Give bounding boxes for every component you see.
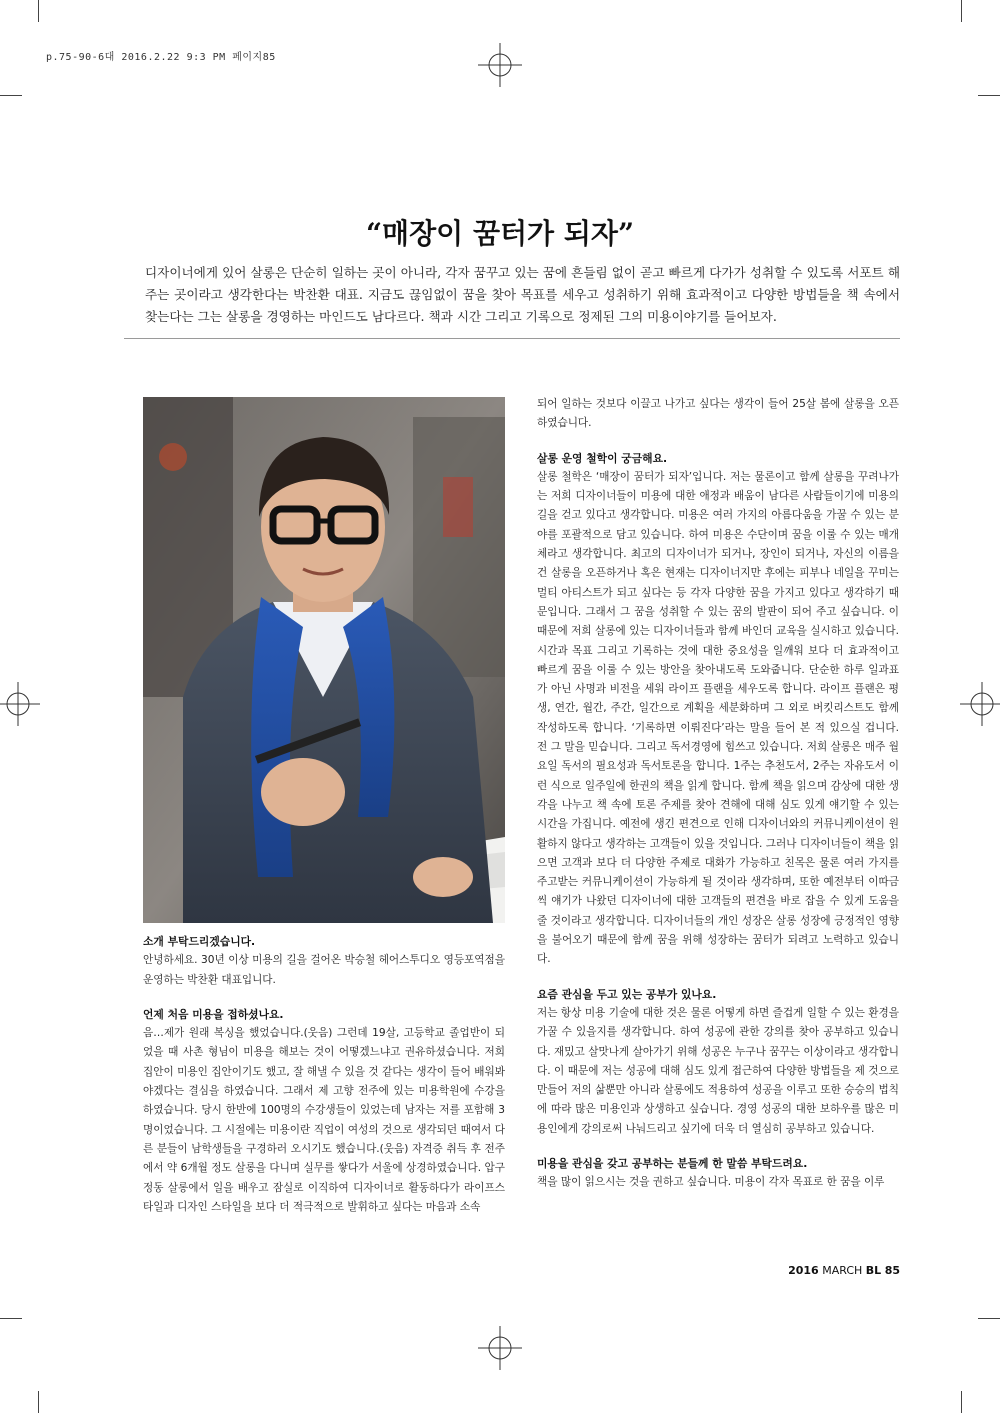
qa-block bbox=[537, 1154, 899, 1193]
qa-block bbox=[537, 449, 899, 970]
qa-block bbox=[143, 932, 505, 990]
question-heading: 소개 부탁드리겠습니다. bbox=[143, 935, 256, 948]
qa-block bbox=[537, 985, 899, 1139]
divider-rule bbox=[124, 338, 900, 339]
answer-text: 안녕하세요. 30년 이상 미용의 길을 걸어온 박승철 헤어스투디오 영등포역점을 운영하는 박찬환 대표입니다. bbox=[143, 954, 505, 986]
portrait-photo bbox=[143, 397, 505, 923]
answer-text: 살롱 철학은 ‘매장이 꿈터가 되자’입니다. 저는 물론이고 함께 살롱을 꾸려나가는 저희 디자이너들이 미용에 대한 애정과 배움이 남다른 사람들이기에 미용의 길을 걷고 있다고 생각합니다. 미용은 여러 가지의 아름다움을 가꿀 수 있는 분야를 포괄적으로 담고 있습니다. 하여 미용은 수단이며 꿈을 이룰 수 있는 매개체라고 생각합니다. 최고의 디자이너가 되거나, 장인이 되거나, 자신의 이름을 건 살롱을 오픈하거나 혹은 현재는 디자이너지만 후에는 피부나 네일을 꾸미는 멀티 아티스트가 되고 싶다는 등 각자 다양한 꿈을 가지고 있다고 생각하기 때문입니다. 그래서 그 꿈을 성취할 수 있는 꿈의 발판이 되어 주고 싶습니다. 이 때문에 저희 살롱에 있는 디자이너들과 함께 바인더 교육을 실시하고 있습니다. 시간과 목표 그리고 기록하는 것에 대한 중요성을 일깨워 보다 더 효과적이고 빠르게 꿈을 이룰 수 있는 방안을 찾아내도록 도와줍니다. 단순한 하루 일과표가 아닌 사명과 비전을 세워 라이프 플랜을 세우도록 합니다. 라이프 플랜은 평생, 연간, 월간, 주간, 일간으로 계획을 세분화하며 그 외로 버킷리스트도 함께 작성하도록 합니다. ‘기록하면 이뤄진다’라는 말을 들어 본 적 있으실 겁니다. 전 그 말을 믿습니다. 그리고 독서경영에 힘쓰고 있습니다. 저희 살롱은 매주 월요일 독서의 필요성과 독서토론을 합니다. 1주는 추천도서, 2주는 자유도서 이런 식으로 일주일에 한권의 책을 읽게 합니다. 함께 책을 읽으며 감상에 대한 생각을 나누고 책 속에 토론 주제를 찾아 견해에 대해 심도 있게 얘기할 수 있는 시간을 가집니다. 예전에 생긴 편견으로 인해 디자이너와의 커뮤니케이션이 원활하지 않다고 생각하는 고객들이 있을 것입니다. 그러나 디자이너들이 책을 읽으면 고객과 보다 더 다양한 주제로 대화가 가능하고 친목은 물론 여러 가지를 주고받는 커뮤니케이션이 가능하게 될 것이라 생각하며, 또한 예전부터 이따금씩 얘기가 나왔던 디자이너에 대한 고객들의 편견을 바로 잡을 수 있게 도움을 줄 것이라고 생각합니다. 디자이너들의 개인 성장은 살롱 성장에 긍정적인 영향을 불어오기 때문에 함께 꿈을 위해 성장하는 꿈터가 되려고 노력하고 있습니다. bbox=[537, 470, 899, 966]
answer-text: 음…제가 원래 복싱을 했었습니다.(웃음) 그런데 19살, 고등학교 졸업반이 되었을 때 사촌 형님이 미용을 해보는 것이 어떻겠느냐고 권유하셨습니다. 저희 집안이 미용인 집안이기도 했고, 잘 해낼 수 있을 것 같다는 생각이 들어 배워봐야겠다는 결심을 하였습니다. 그래서 제 고향 전주에 있는 미용학원에 수강을 하였습니다. 당시 한반에 100명의 수강생들이 있었는데 남자는 저를 포함해 3명이었습니다. 그 시절에는 미용이란 직업이 여성의 것으로 생각되던 때여서 다른 분들이 남학생들을 구경하러 오시기도 했습니다.(웃음) 자격증 취득 후 전주에서 약 6개월 정도 살롱을 다니며 실무를 쌓다가 서울에 상경하였습니다. 압구정동 살롱에서 일을 배우고 잠실로 이직하여 디자이너로 활동하다가 라이프스타일과 디자인 스타일을 보다 더 적극적으로 발휘하고 싶다는 마음과 소속 bbox=[143, 1027, 505, 1213]
answer-text: 되어 일하는 것보다 이끌고 나가고 싶다는 생각이 들어 25살 봄에 살롱을 오픈하였습니다. bbox=[537, 398, 899, 430]
question-heading: 요즘 관심을 두고 있는 공부가 있나요. bbox=[537, 987, 717, 1001]
registration-mark-top bbox=[478, 43, 522, 87]
article-title: “매장이 꿈터가 되자” bbox=[365, 217, 635, 250]
folio-month: MARCH bbox=[822, 1264, 863, 1277]
print-slug: p.75-90-6대 2016.2.22 9:3 PM 페이지85 bbox=[46, 52, 276, 63]
portrait-illustration bbox=[143, 397, 505, 923]
answer-text: 저는 항상 미용 기술에 대한 것은 물론 어떻게 하면 즐겁게 일할 수 있는 환경을 가꿀 수 있을지를 생각합니다. 하여 성공에 관한 강의를 찾아 공부하고 있습니다. 재밌고 살맛나게 살아가기 위해 성공은 누구나 꿈꾸는 이상이라고 생각합니다. 이 때문에 저는 성공에 대해 심도 있게 접근하여 다양한 방법들을 제 것으로 만들어 저의 삶뿐만 아니라 살롱에도 적용하여 성공을 이루고 또한 승승의 법칙에 따라 많은 미용인과 상생하고 싶습니다. 경영 성공의 대한 보하우를 많은 미용인에게 강의로써 나눠드리고 싶기에 더욱 더 열심히 공부하고 있습니다. bbox=[537, 1006, 899, 1135]
qa-block bbox=[143, 1005, 505, 1217]
answer-text: 책을 많이 읽으시는 것을 권하고 싶습니다. 미용이 각자 목표로 한 꿈을 이루 bbox=[537, 1176, 885, 1189]
question-heading: 미용을 관심을 갖고 공부하는 분들께 한 말씀 부탁드려요. bbox=[537, 1156, 808, 1170]
right-column bbox=[537, 395, 899, 1208]
page-folio bbox=[788, 1264, 900, 1277]
question-heading: 언제 처음 미용을 접하셨나요. bbox=[143, 1007, 284, 1021]
qa-block bbox=[537, 395, 899, 434]
registration-mark-right bbox=[960, 682, 1000, 726]
folio-year: 2016 bbox=[788, 1264, 819, 1277]
registration-mark-bottom bbox=[478, 1326, 522, 1370]
question-heading: 살롱 운영 철학이 궁금해요. bbox=[537, 451, 668, 465]
folio-page-number: 85 bbox=[884, 1264, 900, 1277]
registration-mark-left bbox=[0, 682, 40, 726]
folio-magazine: BL bbox=[865, 1264, 882, 1277]
article-lead: 디자이너에게 있어 살롱은 단순히 일하는 곳이 아니라, 각자 꿈꾸고 있는 꿈에 흔들림 없이 곧고 빠르게 다가가 성취할 수 있도록 서포트 해주는 곳이라고 생각한다는 박찬환 대표. 지금도 끊임없이 꿈을 찾아 목표를 세우고 성취하기 위해 효과적이고 다양한 방법들을 책 속에서 찾는다는 그는 살롱을 경영하는 마인드도 남다르다. 책과 시간 그리고 기록으로 정제된 그의 미용이야기를 들어보자. bbox=[145, 265, 900, 324]
left-column bbox=[143, 932, 505, 1232]
